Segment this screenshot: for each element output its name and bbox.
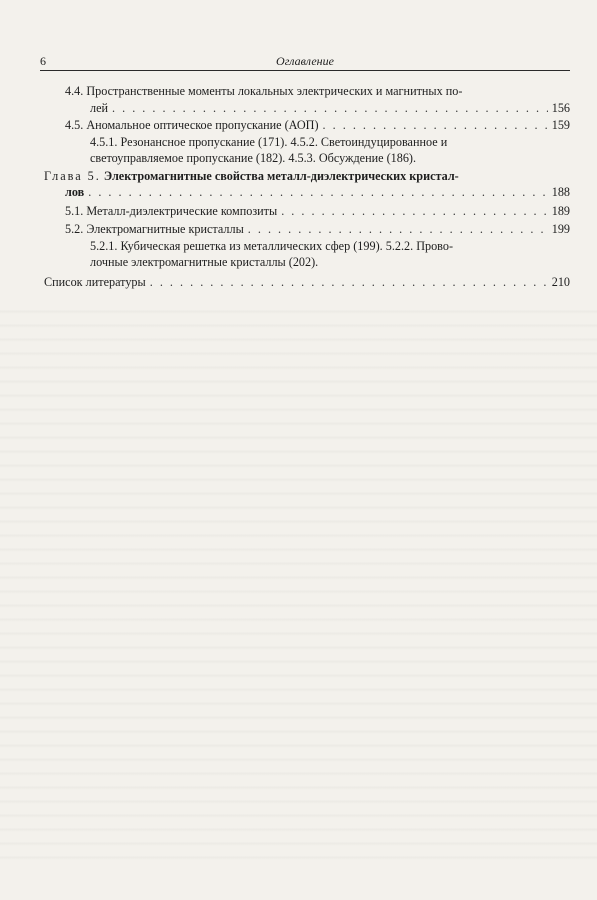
dot-leader: [88, 184, 548, 201]
toc-entry-title: 5.2. Электромагнитные кристаллы: [65, 222, 244, 236]
bleed-through-texture: [0, 300, 597, 860]
toc-entry-continuation: [90, 100, 570, 117]
dot-leader: [248, 221, 548, 238]
toc-page-number: 210: [551, 275, 570, 289]
dot-leader: [112, 100, 548, 117]
toc-page-number: 159: [551, 118, 570, 132]
chapter-title: Электромагнитные свойства металл-диэлектрических кристал-: [103, 169, 459, 183]
chapter-title-end: лов: [65, 185, 85, 199]
toc-entry-title: 4.4. Пространственные моменты локальных электрических и магнитных по-: [65, 84, 463, 98]
toc-subsections: 5.2.1. Кубическая решетка из металлических сфер (199). 5.2.2. Прово-: [90, 239, 454, 253]
toc-entry-title: 5.1. Металл-диэлектрические композиты: [65, 204, 278, 218]
toc-page-number: 189: [551, 204, 570, 218]
toc-entry-title: 4.5. Аномальное оптическое пропускание (АОП): [65, 118, 319, 132]
running-head: [40, 54, 570, 70]
toc-entry-line: [44, 274, 570, 291]
toc-page-number: 188: [551, 185, 570, 199]
toc-subsections: лочные электромагнитные кристаллы (202).: [90, 255, 319, 269]
header-title: Оглавление: [276, 54, 334, 68]
dot-leader: [281, 203, 548, 220]
toc-entry-title-end: лей: [90, 101, 109, 115]
toc-subsections: светоуправляемое пропускание (182). 4.5.3. Обсуждение (186).: [90, 151, 417, 165]
toc-page-number: 156: [551, 101, 570, 115]
toc-subsections: 4.5.1. Резонансное пропускание (171). 4.5.2. Светоиндуцированное и: [90, 135, 448, 149]
toc-entry-title: Список литературы: [44, 275, 146, 289]
chapter-label: Глава 5.: [44, 169, 101, 183]
dot-leader: [150, 274, 548, 291]
page-number: 6: [40, 54, 46, 68]
toc-entry-line: [65, 221, 570, 238]
toc-chapter-title: [44, 168, 459, 185]
header-rule: [40, 70, 570, 71]
toc-entry-line: [65, 117, 570, 134]
toc-chapter-continuation: [65, 184, 570, 201]
dot-leader: [323, 117, 548, 134]
toc-entry-line: [65, 203, 570, 220]
toc-page-number: 199: [551, 222, 570, 236]
